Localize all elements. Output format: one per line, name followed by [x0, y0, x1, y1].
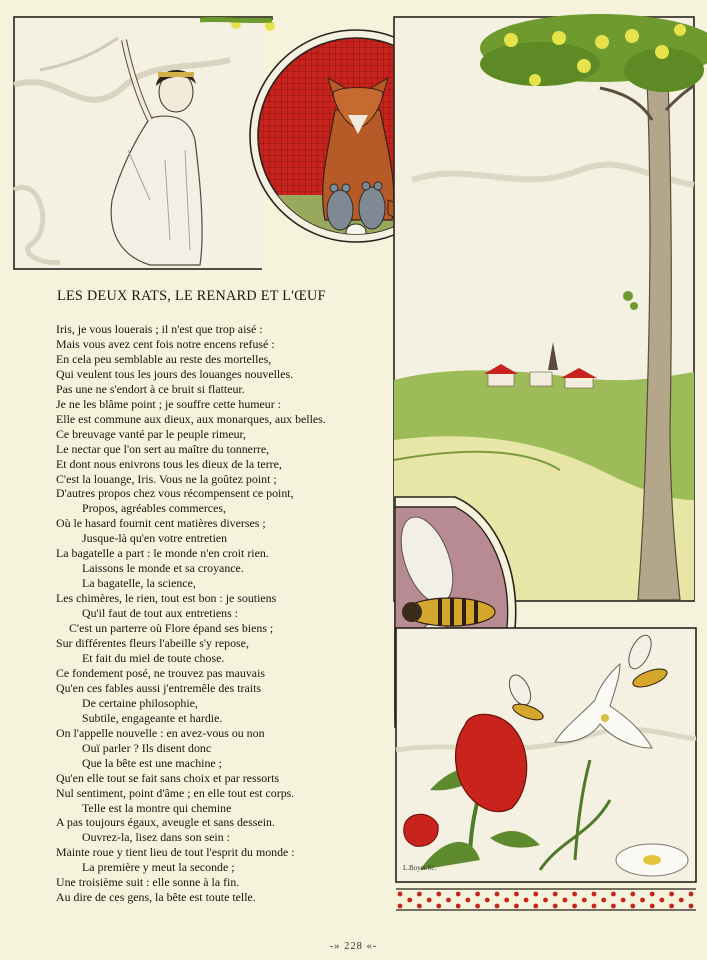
border-dot [572, 892, 577, 897]
poem-line: Qu'il faut de tout aux entretiens : [82, 606, 239, 621]
border-dot [630, 904, 635, 909]
poem-line: Les chimères, le rien, tout est bon : je soutiens [56, 591, 277, 606]
poem-line: De certaine philosophie, [82, 695, 198, 710]
border-dot [495, 904, 500, 909]
border-dot [679, 898, 684, 903]
border-dot [514, 892, 519, 897]
poem-line: Au dire de ces gens, la bête est toute telle. [56, 890, 256, 905]
border-dot [611, 892, 616, 897]
poem-line: Ce breuvage vanté par le peuple rimeur, [56, 426, 247, 441]
border-dot [407, 898, 412, 903]
poem-line: Où le hasard fournit cent matières diverses ; [56, 516, 266, 531]
border-dot [592, 892, 597, 897]
border-dot [466, 898, 471, 903]
poem-line: Elle est commune aux dieux, aux monarques, aux belles. [56, 411, 326, 426]
border-dot [398, 904, 403, 909]
border-dot [563, 898, 568, 903]
border-dot [601, 898, 606, 903]
poem-line: Une troisième suit : elle sonne à la fin. [56, 875, 240, 890]
border-dot [417, 904, 422, 909]
poem-line: Telle est la montre qui chemine [82, 800, 232, 815]
border-dot [427, 898, 432, 903]
border-dot [689, 904, 694, 909]
border-dot [417, 892, 422, 897]
poem-line: Et dont nous enivrons tous les dieux de la terre, [56, 456, 282, 471]
flower-panel [396, 628, 696, 882]
border-dot [553, 892, 558, 897]
page-number-line [0, 941, 707, 952]
border-dot [456, 904, 461, 909]
poem-line: Qu'en elle tout se fait sans choix et par ressorts [56, 770, 280, 785]
border-dot [650, 892, 655, 897]
page-number-ornament-right: «- [366, 941, 378, 952]
border-dot [485, 898, 490, 903]
poem-line: Ce fondement posé, ne trouvez pas mauvais [56, 665, 266, 680]
border-dot [475, 892, 480, 897]
poem-line: Ouï parler ? Ils disent donc [82, 740, 212, 755]
border-dot [621, 898, 626, 903]
border-dot [640, 898, 645, 903]
poem-line: Le nectar que l'on sert au maître du tonnerre, [56, 441, 270, 456]
border-dot [533, 904, 538, 909]
iris-panel [14, 17, 272, 269]
border-dot [436, 892, 441, 897]
poem-line: Mainte roue y tient lieu de tout l'esprit du monde : [56, 845, 295, 860]
border-dot [572, 904, 577, 909]
artist-signature: L.Boyer.Sc. [403, 864, 437, 872]
poem-line: On l'appelle nouvelle : en avez-vous ou non [56, 725, 265, 740]
border-dot [611, 904, 616, 909]
poem-title: LES DEUX RATS, LE RENARD ET L'ŒUF [57, 288, 326, 304]
poem-line: La première y meut la seconde ; [82, 860, 235, 875]
poem-line: Pas une ne s'endort à ce bruit si flatteur. [56, 381, 245, 396]
poem-line: Ouvrez-la, lisez dans son sein : [82, 830, 230, 845]
border-dot [436, 904, 441, 909]
poem-line: En cela peu semblable au reste des mortelles, [56, 351, 272, 366]
poem-line: D'autres propos chez vous récompensent ce point, [56, 486, 294, 501]
border-dot [582, 898, 587, 903]
poem-line: Qu'en ces fables aussi j'entremêle des traits [56, 680, 262, 695]
border-dot [660, 898, 665, 903]
poem-line: Que la bête est une machine ; [82, 755, 222, 770]
poem-line: Je ne les blâme point ; je souffre cette humeur : [56, 396, 281, 411]
page-number: 228 [344, 941, 363, 952]
poem-line: Et fait du miel de toute chose. [82, 650, 225, 665]
decorative-border [396, 889, 696, 910]
poem-line: Subtile, engageante et hardie. [82, 710, 223, 725]
border-dot [398, 892, 403, 897]
border-dot [650, 904, 655, 909]
poem-line: Jusque-là qu'en votre entretien [82, 531, 228, 546]
border-dot [495, 892, 500, 897]
poem-line: Propos, agréables commerces, [82, 501, 226, 516]
poem-line: Nul sentiment, point d'âme ; en elle tout est corps. [56, 785, 295, 800]
poem-line: La bagatelle a part : le monde n'en croit rien. [56, 546, 269, 561]
poem-line: La bagatelle, la science, [82, 576, 196, 591]
poem-line: C'est un parterre où Flore épand ses biens ; [69, 621, 274, 636]
border-dot [456, 892, 461, 897]
poem-line: Iris, je vous louerais ; il n'est que trop aisé : [56, 322, 263, 336]
border-dot [524, 898, 529, 903]
border-dot [669, 904, 674, 909]
border-dot [543, 898, 548, 903]
border-dot [475, 904, 480, 909]
poem-line: Sur différentes fleurs l'abeille s'y repose, [56, 636, 249, 651]
poem-line: Qui veulent tous les jours des louanges nouvelles. [56, 366, 294, 381]
border-dot [446, 898, 451, 903]
border-dot [504, 898, 509, 903]
poem-line: A pas toujours égaux, aveugle et sans dessein. [56, 815, 275, 830]
border-dot [592, 904, 597, 909]
poem-line: Laissons le monde et sa croyance. [82, 561, 244, 576]
border-dot [533, 892, 538, 897]
border-dot [514, 904, 519, 909]
poem-body [56, 322, 386, 905]
poem-line: C'est la louange, Iris. Vous ne la goûtez point ; [56, 471, 277, 486]
poem-line: Mais vous avez cent fois notre encens refusé : [56, 336, 275, 351]
border-dot [689, 892, 694, 897]
border-dot [630, 892, 635, 897]
border-dot [553, 904, 558, 909]
daisy [616, 844, 688, 876]
page-number-ornament-left: -» [329, 941, 341, 952]
border-dot [669, 892, 674, 897]
